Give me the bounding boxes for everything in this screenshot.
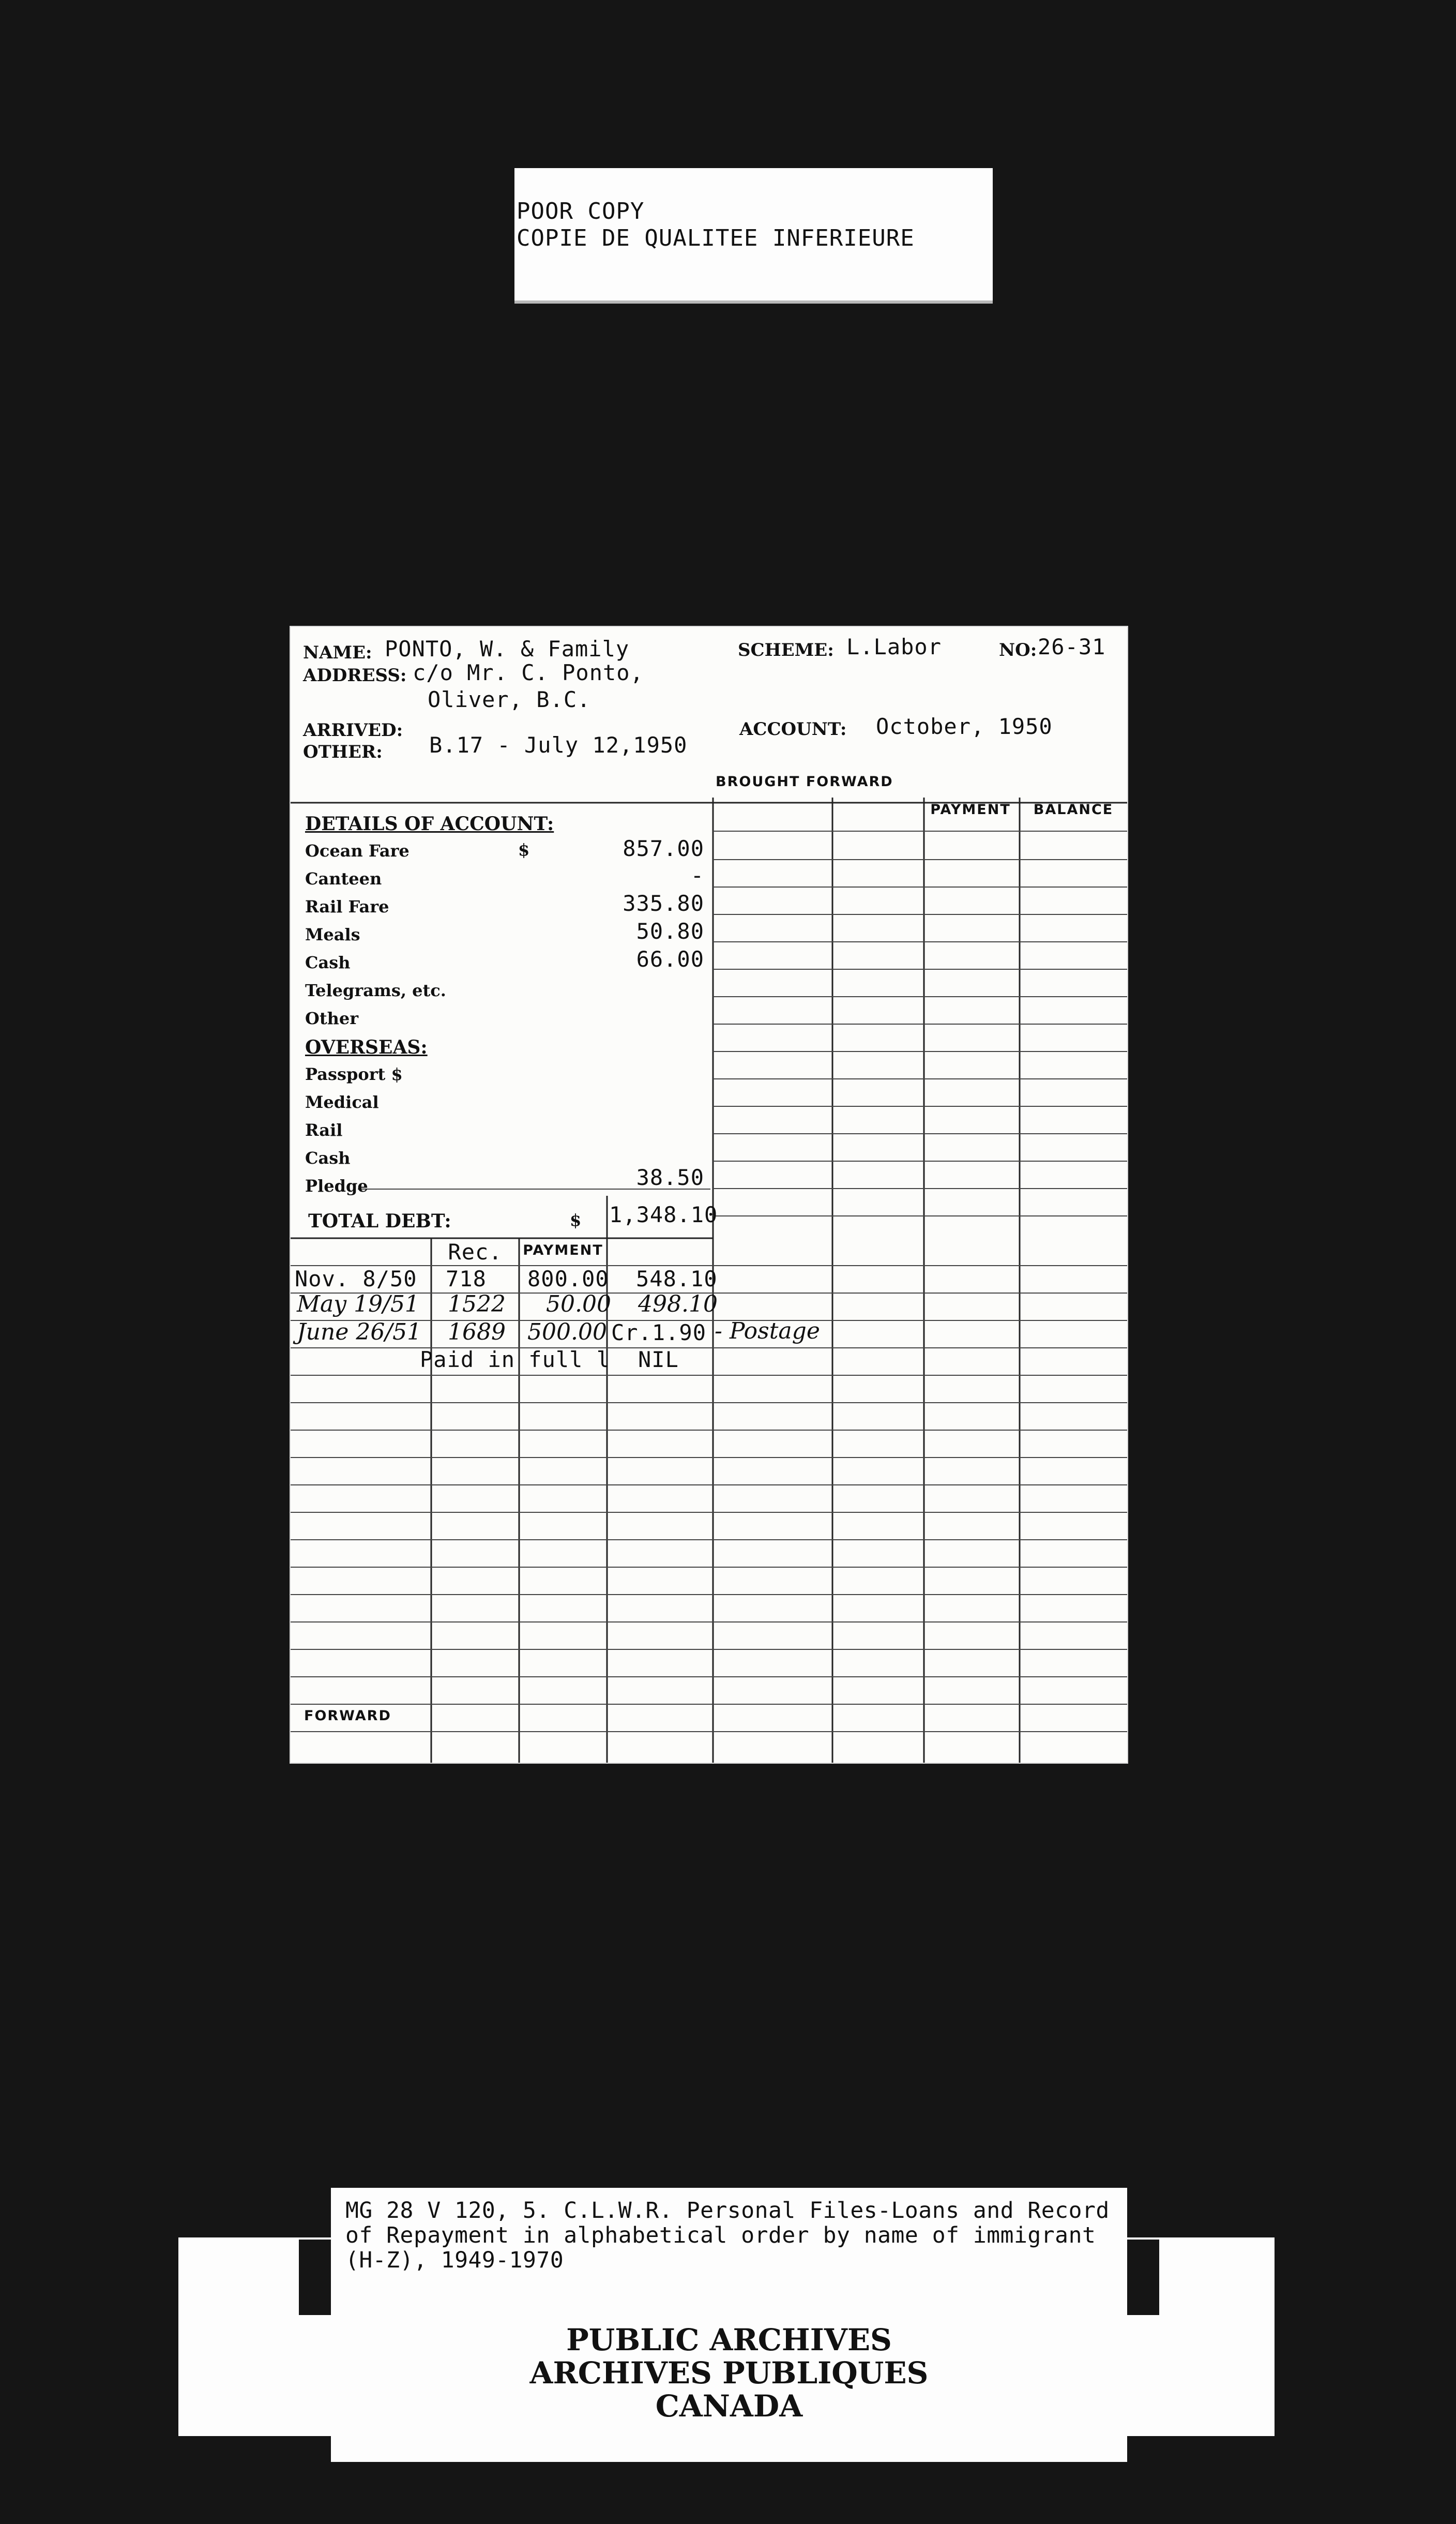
detail-label-other: Other: [305, 1009, 359, 1028]
detail-label-meals: Meals: [305, 925, 360, 944]
no-value: 26-31: [1038, 634, 1106, 659]
overseas-label-medical: Medical: [305, 1092, 379, 1112]
no-label: NO:: [999, 640, 1037, 660]
ledger-balance-1: 548.10: [636, 1266, 718, 1291]
overseas-label-passport: Passport $: [305, 1064, 403, 1084]
detail-label-cash: Cash: [305, 953, 351, 972]
archives-line3: CANADA: [655, 2388, 803, 2424]
caption-text: [345, 2198, 1121, 2273]
ledger-rec-2: 1522: [448, 1291, 506, 1317]
name-value: PONTO, W. & Family: [385, 636, 630, 662]
overseas-amount-pledge: 38.50: [636, 1165, 704, 1190]
poor-copy-label: [514, 168, 993, 304]
caption-line1: MG 28 V 120, 5. C.L.W.R. Personal Files-Loans and Record: [345, 2198, 1110, 2223]
detail-label-ocean-fare: Ocean Fare: [305, 841, 410, 861]
ledger-rec-1: 718: [446, 1266, 487, 1291]
detail-amount-canteen: -: [690, 863, 704, 888]
payment-header: PAYMENT: [930, 802, 1011, 818]
address-label: ADDRESS:: [303, 665, 407, 686]
archives-line1: PUBLIC ARCHIVES: [566, 2322, 892, 2357]
ledger-payment-1: 800.00: [527, 1266, 609, 1291]
paid-in-full-note: Paid in full l: [420, 1347, 611, 1372]
forward-label: FORWARD: [304, 1708, 391, 1724]
detail-amount-rail-fare: 335.80: [623, 891, 704, 916]
account-label: ACCOUNT:: [739, 719, 847, 740]
ledger-date-3: June 26/51: [297, 1319, 422, 1345]
ledger-payment-header: PAYMENT: [523, 1242, 603, 1258]
brought-forward-header: BROUGHT FORWARD: [716, 774, 893, 790]
detail-label-canteen: Canteen: [305, 869, 382, 889]
public-archives-stamp: [331, 2323, 1127, 2423]
ledger-payment-2: 50.00: [546, 1291, 611, 1317]
left-notch: [299, 2240, 331, 2315]
poor-copy-line2: COPIE DE QUALITEE INFERIEURE: [517, 225, 915, 251]
overseas-label-rail: Rail: [305, 1120, 343, 1140]
name-label: NAME:: [303, 642, 372, 663]
ledger-date-2: May 19/51: [297, 1291, 419, 1317]
overseas-title: OVERSEAS:: [305, 1036, 428, 1058]
arrived-value: B.17 - July 12,1950: [429, 732, 688, 758]
overseas-label-cash: Cash: [305, 1148, 351, 1168]
detail-amount-cash: 66.00: [636, 946, 704, 972]
detail-amount-meals: 50.80: [636, 919, 704, 944]
arrived-label: ARRIVED:: [303, 720, 403, 741]
other-label: OTHER:: [303, 742, 383, 762]
address-line2: Oliver, B.C.: [428, 687, 591, 712]
caption-gap: [331, 2276, 1127, 2282]
account-value: October, 1950: [876, 714, 1053, 739]
right-notch: [1127, 2240, 1159, 2315]
nil-balance: NIL: [638, 1347, 679, 1372]
scheme-label: SCHEME:: [738, 640, 834, 660]
overseas-label-pledge: Pledge: [305, 1176, 368, 1196]
total-debt-value: 1,348.10: [609, 1202, 718, 1227]
account-card: [291, 627, 1127, 1763]
rec-header: Rec.: [448, 1239, 503, 1265]
details-dollar-sign: $: [518, 840, 530, 860]
caption-line2: of Repayment in alphabetical order by name of immigrant: [345, 2222, 1096, 2248]
scheme-value: L.Labor: [846, 634, 942, 659]
detail-amount-ocean-fare: 857.00: [623, 836, 704, 861]
ledger-payment-3: 500.00: [527, 1319, 607, 1345]
poor-copy-line1: POOR COPY: [517, 198, 645, 224]
ledger-note-3: - Postage: [715, 1318, 820, 1344]
ledger-balance-3: Cr.1.90: [611, 1320, 707, 1345]
ledger-balance-2: 498.10: [638, 1291, 718, 1317]
caption-line3: (H-Z), 1949-1970: [345, 2247, 564, 2273]
ledger-date-1: Nov. 8/50: [295, 1266, 417, 1291]
details-title: DETAILS OF ACCOUNT:: [305, 813, 554, 835]
ledger-grid: [291, 627, 1127, 1763]
detail-label-rail-fare: Rail Fare: [305, 897, 389, 917]
address-line1: c/o Mr. C. Ponto,: [413, 660, 644, 685]
ledger-rec-3: 1689: [448, 1319, 506, 1345]
balance-header: BALANCE: [1033, 802, 1114, 818]
archives-line2: ARCHIVES PUBLIQUES: [529, 2355, 929, 2391]
total-debt-label: TOTAL DEBT:: [308, 1210, 451, 1232]
total-dollar-sign: $: [570, 1210, 582, 1230]
detail-label-telegrams: Telegrams, etc.: [305, 981, 446, 1000]
